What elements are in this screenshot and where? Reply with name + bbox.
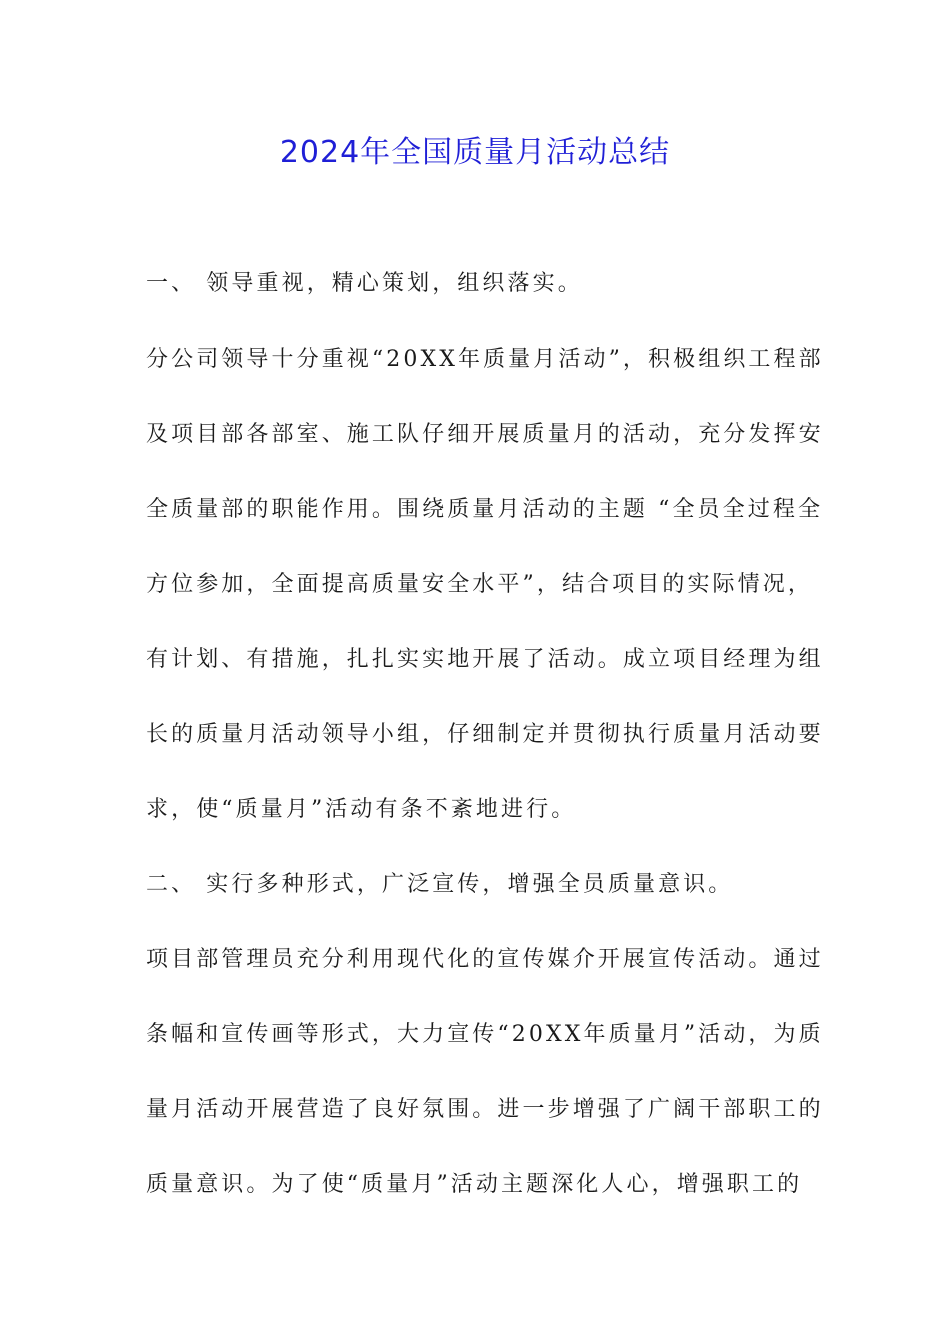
- section-heading-1: 一、 领导重视，精心策划，组织落实。: [146, 271, 583, 296]
- paragraph-line: 量月活动开展营造了良好氛围。进一步增强了广阔干部职工的: [146, 1097, 824, 1122]
- paragraph-line: 质量意识。为了使“质量月”活动主题深化人心，增强职工的: [146, 1172, 803, 1197]
- paragraph-line: 及项目部各部室、施工队仔细开展质量月的活动，充分发挥安: [146, 422, 824, 447]
- document-title: 2024年全国质量月活动总结: [279, 135, 671, 170]
- section-heading-2: 二、 实行多种形式，广泛宣传，增强全员质量意识。: [146, 872, 734, 897]
- paragraph-line: 分公司领导十分重视“20XX年质量月活动”，积极组织工程部: [146, 347, 824, 372]
- paragraph-line: 项目部管理员充分利用现代化的宣传媒介开展宣传活动。通过: [146, 947, 824, 972]
- paragraph-line: 全质量部的职能作用。围绕质量月活动的主题 “全员全过程全: [146, 497, 824, 522]
- paragraph-line: 长的质量月活动领导小组，仔细制定并贯彻执行质量月活动要: [146, 722, 824, 747]
- paragraph-line: 有计划、有措施，扎扎实实地开展了活动。成立项目经理为组: [146, 647, 824, 672]
- paragraph-line: 条幅和宣传画等形式，大力宣传“20XX年质量月”活动，为质: [146, 1022, 824, 1047]
- paragraph-line: 方位参加，全面提高质量安全水平”，结合项目的实际情况，: [146, 572, 813, 597]
- paragraph-line: 求，使“质量月”活动有条不紊地进行。: [146, 797, 577, 822]
